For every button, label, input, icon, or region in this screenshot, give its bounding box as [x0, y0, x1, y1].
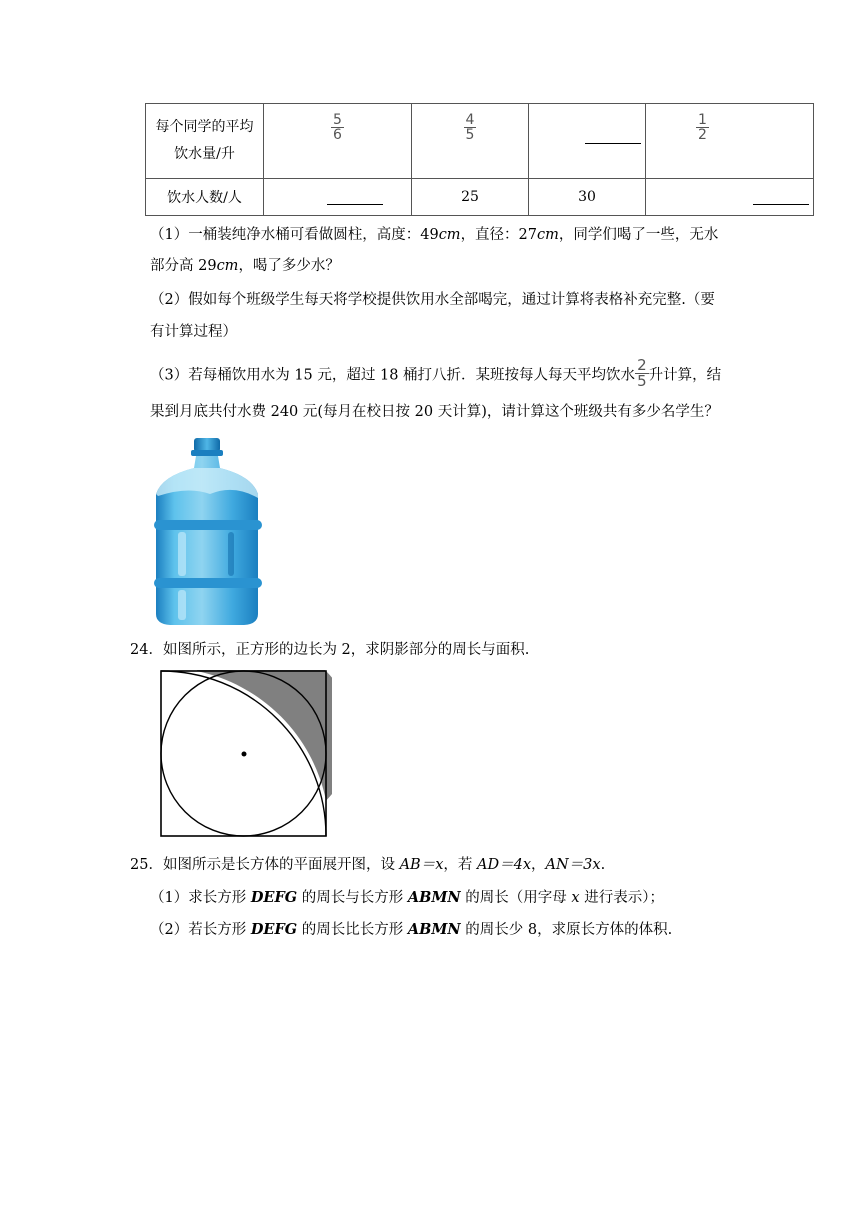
square-circle-figure: [160, 670, 332, 840]
fraction-4-5: $\frac{4}{5}$: [465, 111, 475, 143]
q23-part2-line1: （2）假如每个班级学生每天将学校提供饮用水全部喝完，通过计算将表格补充完整.（要: [150, 292, 715, 308]
fraction-cell-3-blank: [529, 104, 646, 179]
count-cell-4-blank: [646, 179, 814, 216]
fraction-cell-1: [264, 104, 412, 179]
q23-part1-line1: （1）一桶装纯净水桶可看做圆柱，高度：49cm，直径：27cm，同学们喝了一些，无水: [150, 227, 719, 243]
fraction-2-5: $\frac{2}{5}$: [637, 356, 647, 390]
answer-blank: [327, 190, 383, 205]
fraction-cell-4: [646, 104, 814, 179]
center-dot: [242, 752, 247, 757]
answer-blank: [585, 129, 641, 144]
count-cell-2: 25: [412, 179, 529, 216]
q25-part2: （2）若长方形 DEFG 的周长比长方形 ABMN 的周长少 8，求原长方体的体积.: [150, 921, 673, 938]
q23-part2-line2: 有计算过程）: [150, 324, 237, 340]
answer-blank: [753, 190, 809, 205]
q25-part1: （1）求长方形 DEFG 的周长与长方形 ABMN 的周长（用字母 x 进行表示）；: [150, 889, 664, 906]
q23-part1-line2: 部分高 29cm，喝了多少水？: [150, 258, 340, 274]
water-bottle-image: [148, 436, 268, 628]
fraction-5-6: $\frac{5}{6}$: [333, 111, 342, 143]
fraction-1-2: $\frac{1}{2}$: [698, 111, 707, 143]
row2-label: 饮水人数/人: [146, 179, 264, 216]
shaded-region: [196, 670, 332, 801]
count-cell-1-blank: [264, 179, 412, 216]
row1-label: 每个同学的平均 饮水量/升: [146, 104, 264, 179]
q25-text: 25．如图所示是长方体的平面展开图，设 AB＝x，若 AD＝4x，AN＝3x.: [130, 857, 606, 873]
q23-part3-line2: 果到月底共付水费 240 元(每月在校日按 20 天计算)，请计算这个班级共有多少名学生？: [150, 404, 719, 420]
fraction-cell-2: [412, 104, 529, 179]
count-cell-3: 30: [529, 179, 646, 216]
water-table: [145, 103, 814, 216]
q24-text: 24．如图所示，正方形的边长为 2，求阴影部分的周长与面积.: [130, 642, 530, 658]
q23-part3-line1: （3）若每桶饮用水为 15 元，超过 18 桶打八折．某班按每人每天平均饮水 $\frac{2}{5}$ 升计算，结: [150, 356, 722, 390]
